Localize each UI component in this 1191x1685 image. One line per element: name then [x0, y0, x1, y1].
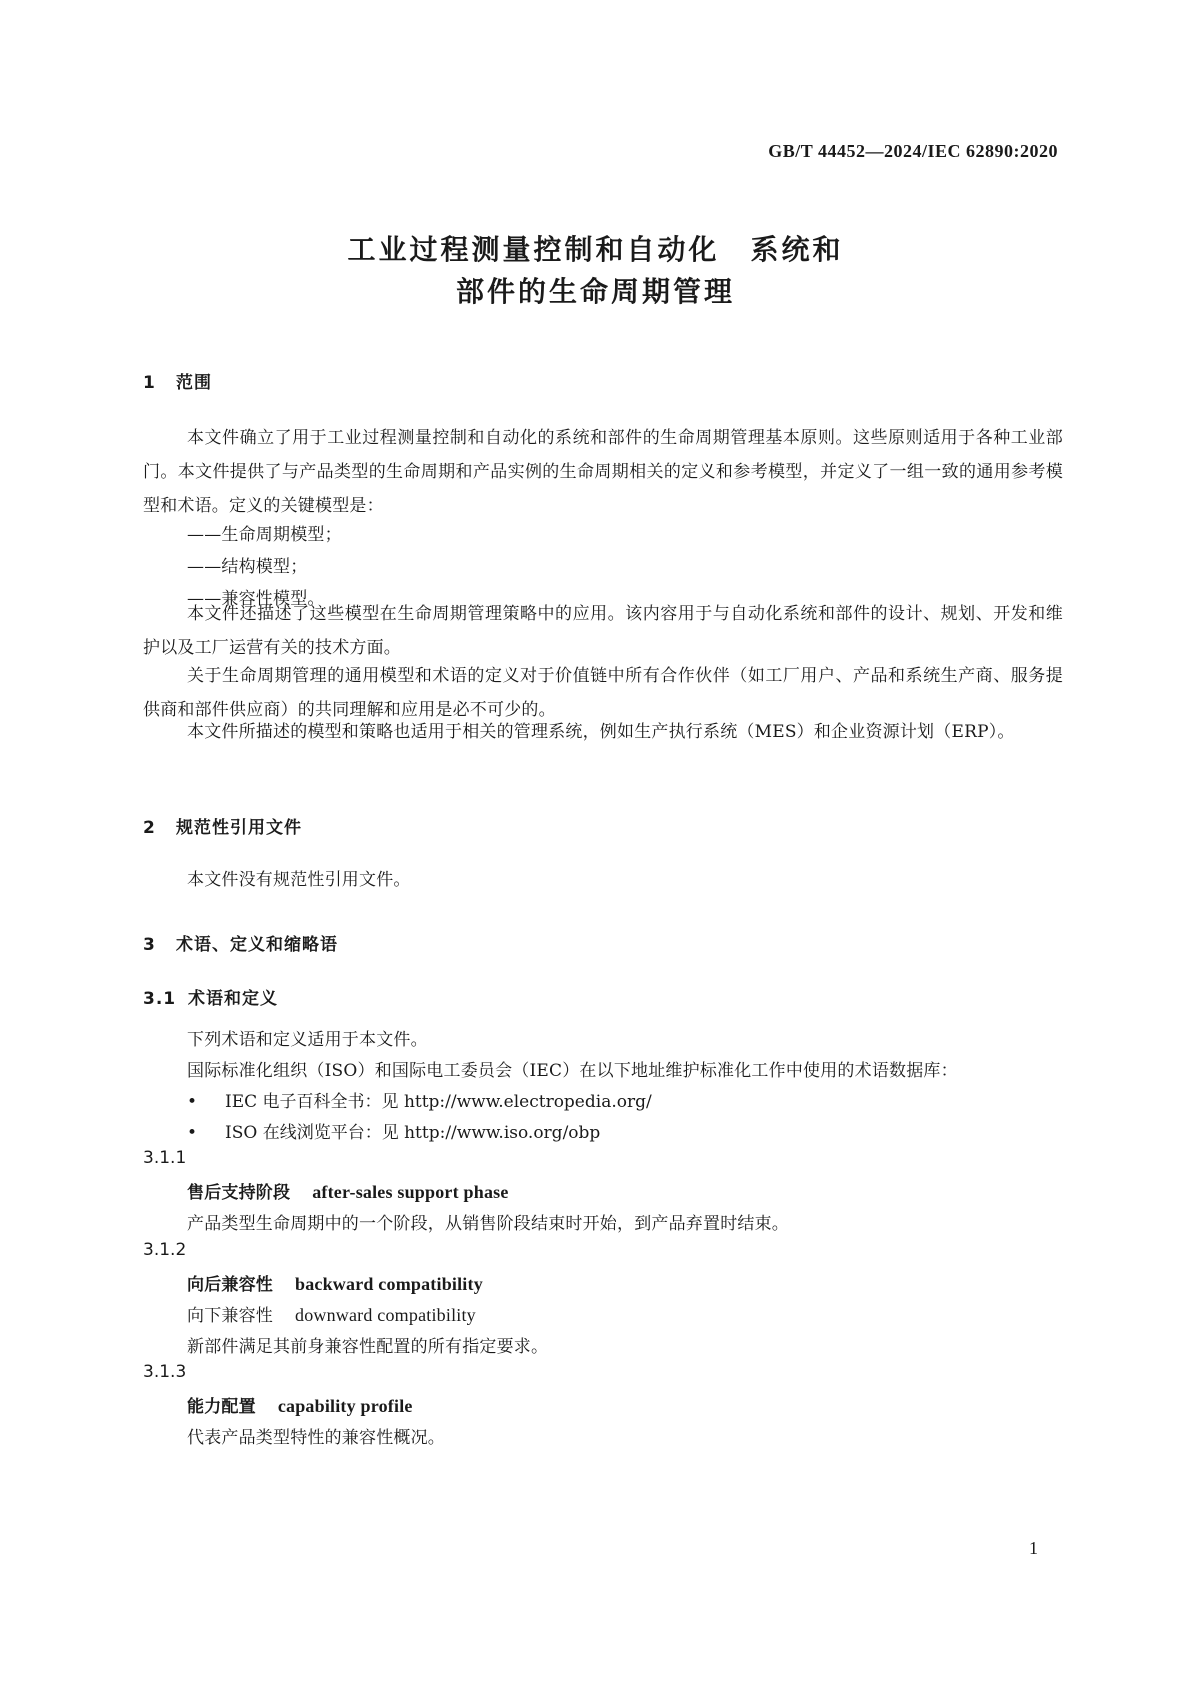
section-title: 规范性引用文件 [176, 818, 302, 838]
term-chinese: 向后兼容性 [187, 1275, 273, 1295]
scope-paragraph-3: 关于生命周期管理的通用模型和术语的定义对于价值链中所有合作伙伴（如工厂用户、产品和系统生产商、服务提供商和部件供应商）的共同理解和应用是必不可少的。 [143, 666, 1063, 720]
document-title-line1: 工业过程测量控制和自动化 系统和 [347, 233, 844, 266]
section-number: 1 [143, 373, 156, 393]
page-number: 1 [1029, 1538, 1038, 1558]
bullet-item-electropedia [187, 1087, 652, 1112]
term-chinese: 能力配置 [187, 1397, 256, 1417]
term-number: 3.1.3 [143, 1362, 187, 1382]
section-3-heading [143, 930, 338, 955]
synonym-english: downward compatibility [295, 1305, 476, 1325]
scope-paragraph-1: 本文件确立了用于工业过程测量控制和自动化的系统和部件的生命周期管理基本原则。这些原则适用于各种工业部门。本文件提供了与产品类型的生命周期和产品实例的生命周期相关的定义和参考模型，并定义了一组一致的通用参考模型和术语。定义的关键模型是： [143, 428, 1063, 516]
term-english: after-sales support phase [312, 1182, 509, 1202]
term-heading [187, 1392, 413, 1417]
terms-intro-1: 下列术语和定义适用于本文件。 [187, 1030, 428, 1050]
term-definition: 产品类型生命周期中的一个阶段，从销售阶段结束时开始，到产品弃置时结束。 [187, 1214, 789, 1234]
section-number: 2 [143, 818, 156, 838]
subsection-number: 3.1 [143, 989, 177, 1009]
section-2-heading [143, 813, 302, 838]
bullet-item-iso-obp [187, 1118, 600, 1143]
terms-intro-2: 国际标准化组织（ISO）和国际电工委员会（IEC）在以下地址维护标准化工作中使用的术语数据库： [187, 1061, 958, 1081]
bullet-dot: • [187, 1092, 198, 1112]
term-synonym [187, 1301, 476, 1326]
normative-references-paragraph: 本文件没有规范性引用文件。 [187, 870, 411, 890]
term-definition: 代表产品类型特性的兼容性概况。 [187, 1428, 445, 1448]
section-title: 术语、定义和缩略语 [176, 935, 338, 955]
list-item-lifecycle-model: ——生命周期模型； [187, 525, 342, 545]
term-definition: 新部件满足其前身兼容性配置的所有指定要求。 [187, 1337, 549, 1357]
bullet-text: IEC 电子百科全书：见 http://www.electropedia.org/ [225, 1092, 652, 1112]
section-1-heading [143, 368, 212, 393]
bullet-dot: • [187, 1123, 198, 1143]
synonym-chinese: 向下兼容性 [187, 1306, 273, 1326]
subsection-title: 术语和定义 [188, 989, 278, 1009]
term-heading [187, 1270, 483, 1295]
list-item-compatibility-model: ——兼容性模型。 [187, 589, 325, 609]
section-number: 3 [143, 935, 156, 955]
subsection-3-1-heading [143, 984, 278, 1009]
term-english: capability profile [277, 1396, 413, 1416]
scope-paragraph-2: 本文件还描述了这些模型在生命周期管理策略中的应用。该内容用于与自动化系统和部件的设计、规划、开发和维护以及工厂运营有关的技术方面。 [143, 604, 1063, 658]
standard-code: GB/T 44452—2024/IEC 62890:2020 [768, 141, 1058, 161]
term-english: backward compatibility [295, 1274, 483, 1294]
document-title-line2: 部件的生命周期管理 [455, 275, 735, 308]
scope-paragraph-4: 本文件所描述的模型和策略也适用于相关的管理系统，例如生产执行系统（MES）和企业资源计划（ERP）。 [187, 722, 1015, 742]
section-title: 范围 [176, 373, 212, 393]
term-number: 3.1.2 [143, 1240, 187, 1260]
list-item-structure-model: ——结构模型； [187, 557, 308, 577]
bullet-text: ISO 在线浏览平台：见 http://www.iso.org/obp [225, 1123, 601, 1143]
term-number: 3.1.1 [143, 1148, 187, 1168]
term-heading [187, 1178, 509, 1203]
term-chinese: 售后支持阶段 [187, 1183, 291, 1203]
